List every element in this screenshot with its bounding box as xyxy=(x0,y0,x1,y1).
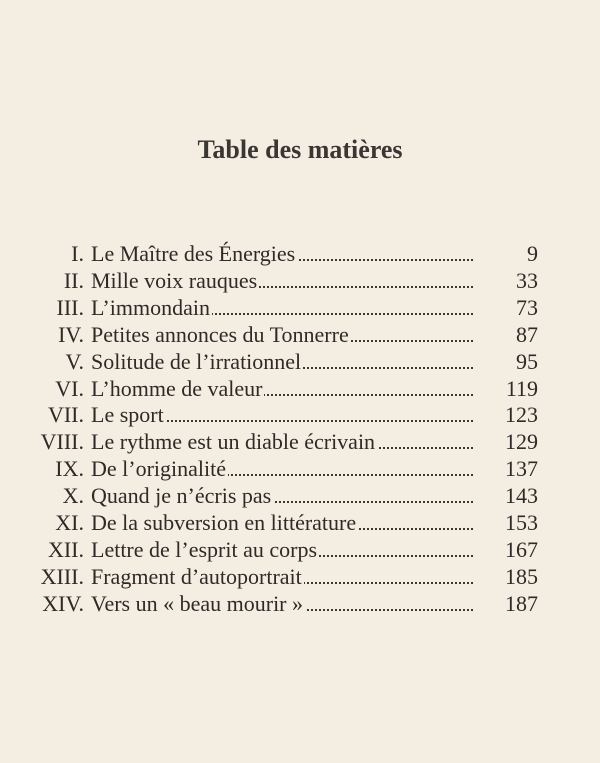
chapter-number: XIII. xyxy=(40,563,84,589)
chapter-title-leader xyxy=(91,375,473,403)
page-title: Table des matières xyxy=(197,135,403,164)
chapter-number: IV. xyxy=(58,321,84,347)
page-number: 167 xyxy=(505,536,538,562)
page-number: 9 xyxy=(527,241,538,266)
chapter-title-leader xyxy=(91,509,473,537)
page-number: 185 xyxy=(505,563,538,589)
chapter-title: Fragment d’autoportrait xyxy=(91,563,302,589)
page-number: 95 xyxy=(516,348,538,374)
chapter-title-leader xyxy=(91,455,473,483)
chapter-number: IX. xyxy=(55,456,84,482)
chapter-title: Lettre de l’esprit au corps xyxy=(91,536,318,562)
chapter-title-leader xyxy=(91,321,473,349)
chapter-title: Mille voix rauques xyxy=(91,267,258,293)
chapter-title-leader xyxy=(91,294,473,322)
chapter-number: X. xyxy=(62,483,84,509)
page-number: 33 xyxy=(516,267,538,293)
toc-entry[interactable] xyxy=(0,536,600,564)
toc-entry[interactable] xyxy=(0,482,600,510)
page-number: 153 xyxy=(505,510,538,535)
toc-entry[interactable] xyxy=(0,348,600,376)
chapter-number: VIII. xyxy=(40,429,84,455)
chapter-title-leader xyxy=(91,482,473,510)
toc-entry[interactable] xyxy=(0,509,600,537)
chapter-number: VI. xyxy=(55,375,84,401)
toc-entry[interactable] xyxy=(0,428,600,456)
toc-entry[interactable] xyxy=(0,375,600,403)
page-number: 137 xyxy=(505,456,538,482)
page-number: 119 xyxy=(505,375,538,401)
page-number: 187 xyxy=(505,590,538,616)
toc-entry[interactable] xyxy=(0,563,600,591)
chapter-title-leader xyxy=(91,590,473,618)
toc-entry[interactable] xyxy=(0,401,600,429)
toc-entry[interactable] xyxy=(0,267,600,295)
page-number: 143 xyxy=(505,483,538,509)
chapter-number: XI. xyxy=(55,510,84,535)
chapter-title: Le sport xyxy=(91,402,164,428)
toc-entry[interactable] xyxy=(0,590,600,618)
toc-entry[interactable] xyxy=(0,240,600,268)
chapter-number: XIV. xyxy=(42,590,84,616)
toc-entry[interactable] xyxy=(0,455,600,483)
chapter-title-leader xyxy=(91,536,473,564)
chapter-number: VII. xyxy=(47,402,84,428)
page-number: 123 xyxy=(505,402,538,428)
chapter-title: Le rythme est un diable écrivain xyxy=(91,429,376,455)
chapter-title: Solitude de l’irrationnel xyxy=(91,348,302,374)
chapter-title-leader xyxy=(91,428,473,456)
chapter-title-leader xyxy=(91,348,473,376)
chapter-title: L’immondain xyxy=(91,294,210,320)
toc-entry[interactable] xyxy=(0,321,600,349)
chapter-title: Vers un « beau mourir » xyxy=(91,590,304,616)
chapter-title: Quand je n’écris pas xyxy=(91,483,272,509)
chapter-title: Petites annonces du Tonnerre xyxy=(91,321,349,347)
chapter-number: V. xyxy=(65,348,84,374)
chapter-title: L’homme de valeur xyxy=(91,375,263,401)
chapter-title: De la subversion en littérature xyxy=(91,510,357,535)
chapter-title: De l’originalité xyxy=(91,456,227,482)
chapter-number: XII. xyxy=(47,536,84,562)
chapter-number: III. xyxy=(56,294,84,320)
chapter-title-leader xyxy=(91,240,473,268)
page-number: 87 xyxy=(516,321,538,347)
chapter-title-leader xyxy=(91,267,473,295)
toc-entry[interactable] xyxy=(0,294,600,322)
chapter-title-leader xyxy=(91,563,473,591)
chapter-title: Le Maître des Énergies xyxy=(91,241,296,266)
chapter-number: II. xyxy=(63,267,84,293)
chapter-number: I. xyxy=(71,241,84,266)
page-number: 129 xyxy=(505,429,538,455)
chapter-title-leader xyxy=(91,401,473,429)
page-number: 73 xyxy=(516,294,538,320)
